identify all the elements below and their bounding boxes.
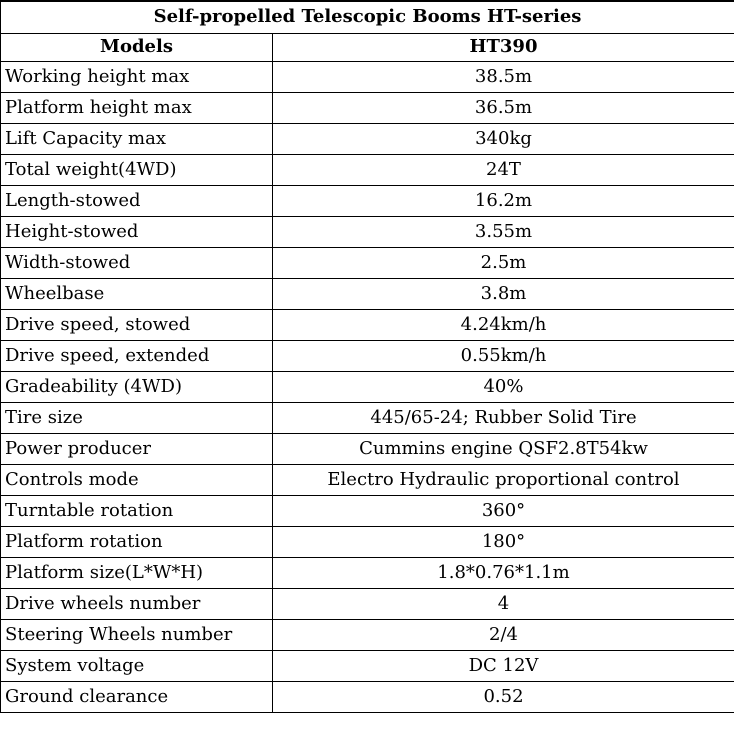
row-value: 36.5m — [273, 92, 734, 123]
row-value: 4 — [273, 588, 734, 619]
row-value: 360° — [273, 495, 734, 526]
row-label: Lift Capacity max — [1, 123, 273, 154]
row-value: 4.24km/h — [273, 309, 734, 340]
row-label: Platform size(L*W*H) — [1, 557, 273, 588]
row-label: Height-stowed — [1, 216, 273, 247]
row-label: Power producer — [1, 433, 273, 464]
row-label: Working height max — [1, 61, 273, 92]
table-row — [1, 464, 734, 495]
row-value: 1.8*0.76*1.1m — [273, 557, 734, 588]
row-value: 180° — [273, 526, 734, 557]
table-row — [1, 433, 734, 464]
row-value: 2/4 — [273, 619, 734, 650]
table-row — [1, 92, 734, 123]
row-label: Length-stowed — [1, 185, 273, 216]
table-row — [1, 526, 734, 557]
table-row — [1, 247, 734, 278]
row-value: Electro Hydraulic proportional control — [273, 464, 734, 495]
table-row — [1, 278, 734, 309]
row-label: Platform rotation — [1, 526, 273, 557]
table-row — [1, 61, 734, 92]
row-value: 24T — [273, 154, 734, 185]
table-row — [1, 123, 734, 154]
table-title: Self-propelled Telescopic Booms HT-series — [1, 1, 734, 33]
row-label: Drive speed, stowed — [1, 309, 273, 340]
table-row — [1, 495, 734, 526]
row-label: Gradeability (4WD) — [1, 371, 273, 402]
row-label: Tire size — [1, 402, 273, 433]
table-row — [1, 185, 734, 216]
row-label: Drive wheels number — [1, 588, 273, 619]
row-label: Turntable rotation — [1, 495, 273, 526]
row-value: 38.5m — [273, 61, 734, 92]
row-value: 16.2m — [273, 185, 734, 216]
row-value: 0.52 — [273, 681, 734, 712]
row-label: Platform height max — [1, 92, 273, 123]
table-row — [1, 216, 734, 247]
row-label: Total weight(4WD) — [1, 154, 273, 185]
row-value: 0.55km/h — [273, 340, 734, 371]
table-row — [1, 154, 734, 185]
row-label: Drive speed, extended — [1, 340, 273, 371]
header-model: HT390 — [273, 33, 734, 61]
row-value: DC 12V — [273, 650, 734, 681]
row-label: System voltage — [1, 650, 273, 681]
title-row — [1, 1, 734, 33]
table-row — [1, 650, 734, 681]
row-value: 2.5m — [273, 247, 734, 278]
row-label: Controls mode — [1, 464, 273, 495]
row-label: Ground clearance — [1, 681, 273, 712]
row-value: 340kg — [273, 123, 734, 154]
header-row — [1, 33, 734, 61]
table-row — [1, 588, 734, 619]
row-label: Wheelbase — [1, 278, 273, 309]
header-label: Models — [1, 33, 273, 61]
row-value: Cummins engine QSF2.8T54kw — [273, 433, 734, 464]
row-value: 445/65-24; Rubber Solid Tire — [273, 402, 734, 433]
row-value: 3.8m — [273, 278, 734, 309]
table-row — [1, 402, 734, 433]
table-row — [1, 309, 734, 340]
table-row — [1, 619, 734, 650]
row-value: 3.55m — [273, 216, 734, 247]
table-row — [1, 371, 734, 402]
table-row — [1, 557, 734, 588]
row-label: Steering Wheels number — [1, 619, 273, 650]
table-row — [1, 681, 734, 712]
row-value: 40% — [273, 371, 734, 402]
table-row — [1, 340, 734, 371]
row-label: Width-stowed — [1, 247, 273, 278]
